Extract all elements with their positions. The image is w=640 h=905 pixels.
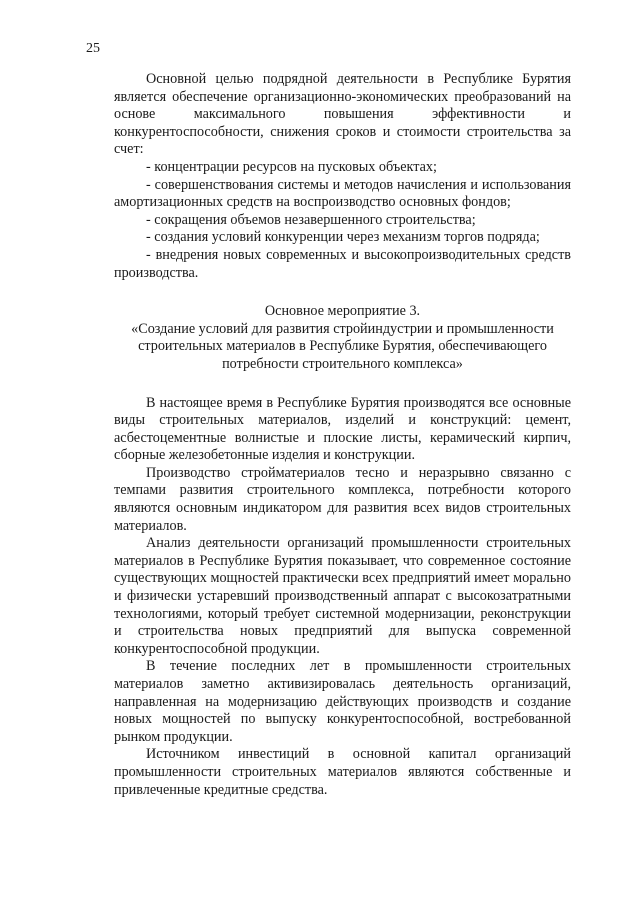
list-item: - совершенствования системы и методов начисления и использования амортизационных средств на воспроизводство основных фондов; [114, 176, 571, 211]
body-paragraph: Производство стройматериалов тесно и неразрывно связанно с темпами развития строительного комплекса, потребности которого являются основным индикатором для развития всех видов строительных материалов. [114, 464, 571, 534]
body-paragraph: Источником инвестиций в основной капитал организаций промышленности строительных материалов являются собственные и привлеченные кредитные средства. [114, 746, 571, 798]
list-item: - концентрации ресурсов на пусковых объектах; [146, 158, 437, 175]
body-paragraph: Анализ деятельности организаций промышленности строительных материалов в Республике Бурятия показывает, что современное состояние существующих мощностей практически всех предприятий имеет морально и физически устаревший производственный аппарат с высокозатратными технологиями, который требует системной модернизации, реконструкции и строительства новых предприятий для выпуска современной конкурентоспособной продукции. [114, 535, 571, 657]
body-paragraph: В течение последних лет в промышленности строительных материалов заметно активизировалась деятельность организаций, направленная на модернизацию действующих производств и создание новых мощностей по выпуску конкурентоспособной, востребованной рынком продукции. [114, 658, 571, 745]
page-number: 25 [86, 41, 100, 56]
list-item: - сокращения объемов незавершенного строительства; [146, 211, 476, 228]
section-heading-title: «Создание условий для развития стройиндустрии и промышленности строительных материалов в Республике Бурятия, обеспечивающего потребности строительного комплекса» [131, 320, 554, 372]
section-heading [114, 303, 571, 373]
intro-paragraph: Основной целью подрядной деятельности в Республике Бурятия является обеспечение организационно-экономических преобразований на основе максимального повышения эффективности и конкурентоспособности, снижения сроков и стоимости строительства за счет: [114, 71, 571, 158]
list-item: - внедрения новых современных и высокопроизводительных средств производства. [114, 246, 571, 281]
section-heading-label: Основное мероприятие 3. [264, 303, 421, 320]
list-item: - создания условий конкуренции через механизм торгов подряда; [146, 229, 540, 246]
document-body [114, 71, 571, 799]
body-paragraph: В настоящее время в Республике Бурятия производятся все основные виды строительных материалов, изделий и конструкций: цемент, асбестоцементные волнистые и плоские листы, керамический кирпич, сборные железобетонные изделия и конструкции. [114, 394, 571, 464]
